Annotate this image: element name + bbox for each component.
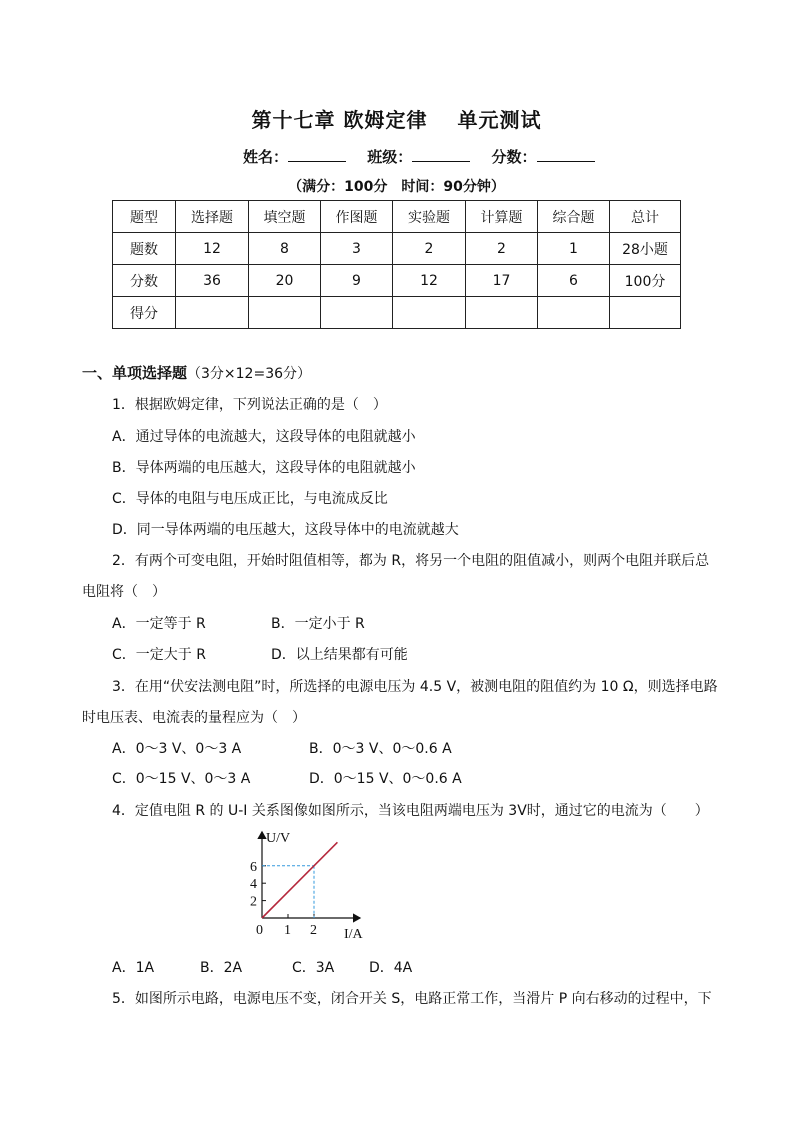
score-table-cell [466,297,538,329]
score-table-cell: 分数 [113,265,176,297]
exam-meta: （满分：100分 时间：90分钟） [288,179,505,195]
student-info-line [243,146,611,167]
u-i-graph [246,826,370,944]
q2-option-b: B．一定小于 R [271,616,365,632]
score-table-header-cell: 实验题 [393,201,466,233]
q4-option-d: D．4A [369,960,413,976]
question-5: 5．如图所示电路，电源电压不变，闭合开关 S，电路正常工作，当滑片 P 向右移动的过程中，下 [112,991,712,1007]
score-table-cell: 得分 [113,297,176,329]
page-title [0,104,793,133]
q3-option-c: C．0～15 V、0～3 A [112,771,251,787]
name-field[interactable] [288,147,346,162]
score-table-header-cell: 选择题 [176,201,249,233]
chapter-title: 第十七章 欧姆定律 [251,108,428,132]
q2-option-c: C．一定大于 R [112,647,206,663]
name-label: 姓名： [243,148,289,166]
question-4: 4．定值电阻 R 的 U-I 关系图像如图所示，当该电阻两端电压为 3V时，通过它的电流为（ ） [112,803,709,819]
score-table-cell: 36 [176,265,249,297]
score-table-cell: 1 [538,233,610,265]
q1-option-b: B．导体两端的电压越大，这段导体的电阻就越小 [112,460,416,476]
y-tick-label: 2 [250,894,257,910]
score-table-cell: 17 [466,265,538,297]
q2-option-a: A．一定等于 R [112,616,206,632]
q4-option-b: B．2A [200,960,243,976]
score-table-header-cell: 总计 [610,201,681,233]
score-table-cell: 6 [538,265,610,297]
score-table-cell [249,297,321,329]
score-table-cell: 2 [466,233,538,265]
score-table-cell: 8 [249,233,321,265]
score-table-cell: 20 [249,265,321,297]
score-table-cell [176,297,249,329]
score-table-header-cell: 综合题 [538,201,610,233]
q3-option-b: B．0～3 V、0～0.6 A [309,741,452,757]
q1-option-a: A．通过导体的电流越大，这段导体的电阻就越小 [112,429,416,445]
score-table-cell: 9 [321,265,393,297]
question-2: 2．有两个可变电阻，开始时阻值相等，都为 R，将另一个电阻的阻值减小，则两个电阻并联后总 [112,553,710,569]
score-table-row [113,201,681,233]
q3-option-d: D．0～15 V、0～0.6 A [309,771,462,787]
score-label: 分数： [491,148,537,166]
y-axis-label: U/V [266,831,291,846]
score-table-header-cell: 题型 [113,201,176,233]
class-label: 班级： [367,148,413,166]
unit-title: 单元测试 [457,108,542,132]
score-table-header-cell: 作图题 [321,201,393,233]
score-table-row [113,233,681,265]
question-1: 1．根据欧姆定律，下列说法正确的是（ ） [112,397,387,413]
score-table-cell [393,297,466,329]
score-table-cell: 12 [176,233,249,265]
score-field[interactable] [537,147,595,162]
score-table-cell: 题数 [113,233,176,265]
score-table-cell [321,297,393,329]
q1-option-c: C．导体的电阻与电压成正比，与电流成反比 [112,491,388,507]
score-table-cell: 12 [393,265,466,297]
u-i-line [262,842,337,918]
section-heading [82,362,311,383]
question-3-cont: 时电压表、电流表的量程应为（ ） [82,710,306,726]
question-2-cont: 电阻将（ ） [82,584,166,600]
score-table-header-cell: 计算题 [466,201,538,233]
question-3: 3．在用“伏安法测电阻”时，所选择的电源电压为 4.5 V，被测电阻的阻值约为 10 Ω，则选择电路 [112,679,718,695]
y-tick-label: 6 [250,859,257,875]
q2-option-d: D．以上结果都有可能 [271,647,408,663]
score-table-row [113,297,681,329]
y-tick-label: 4 [250,877,257,893]
score-table-cell: 3 [321,233,393,265]
score-table [112,200,681,329]
score-table-cell [538,297,610,329]
score-table-header-cell: 填空题 [249,201,321,233]
score-table-cell [610,297,681,329]
q1-option-d: D．同一导体两端的电压越大，这段导体中的电流就越大 [112,522,459,538]
q4-option-a: A．1A [112,960,155,976]
section-title: 一、单项选择题 [82,364,188,382]
class-field[interactable] [412,147,470,162]
score-table-cell: 2 [393,233,466,265]
x-tick-label: 0 [256,923,263,938]
x-axis-label: I/A [344,927,363,942]
q3-option-a: A．0～3 V、0～3 A [112,741,242,757]
section-subtitle: （3分×12=36分） [187,366,312,382]
x-tick-label: 1 [284,923,291,938]
x-tick-label: 2 [310,923,317,938]
score-table-row [113,265,681,297]
q4-option-c: C．3A [292,960,335,976]
score-table-cell: 100分 [610,265,681,297]
score-table-cell: 28小题 [610,233,681,265]
